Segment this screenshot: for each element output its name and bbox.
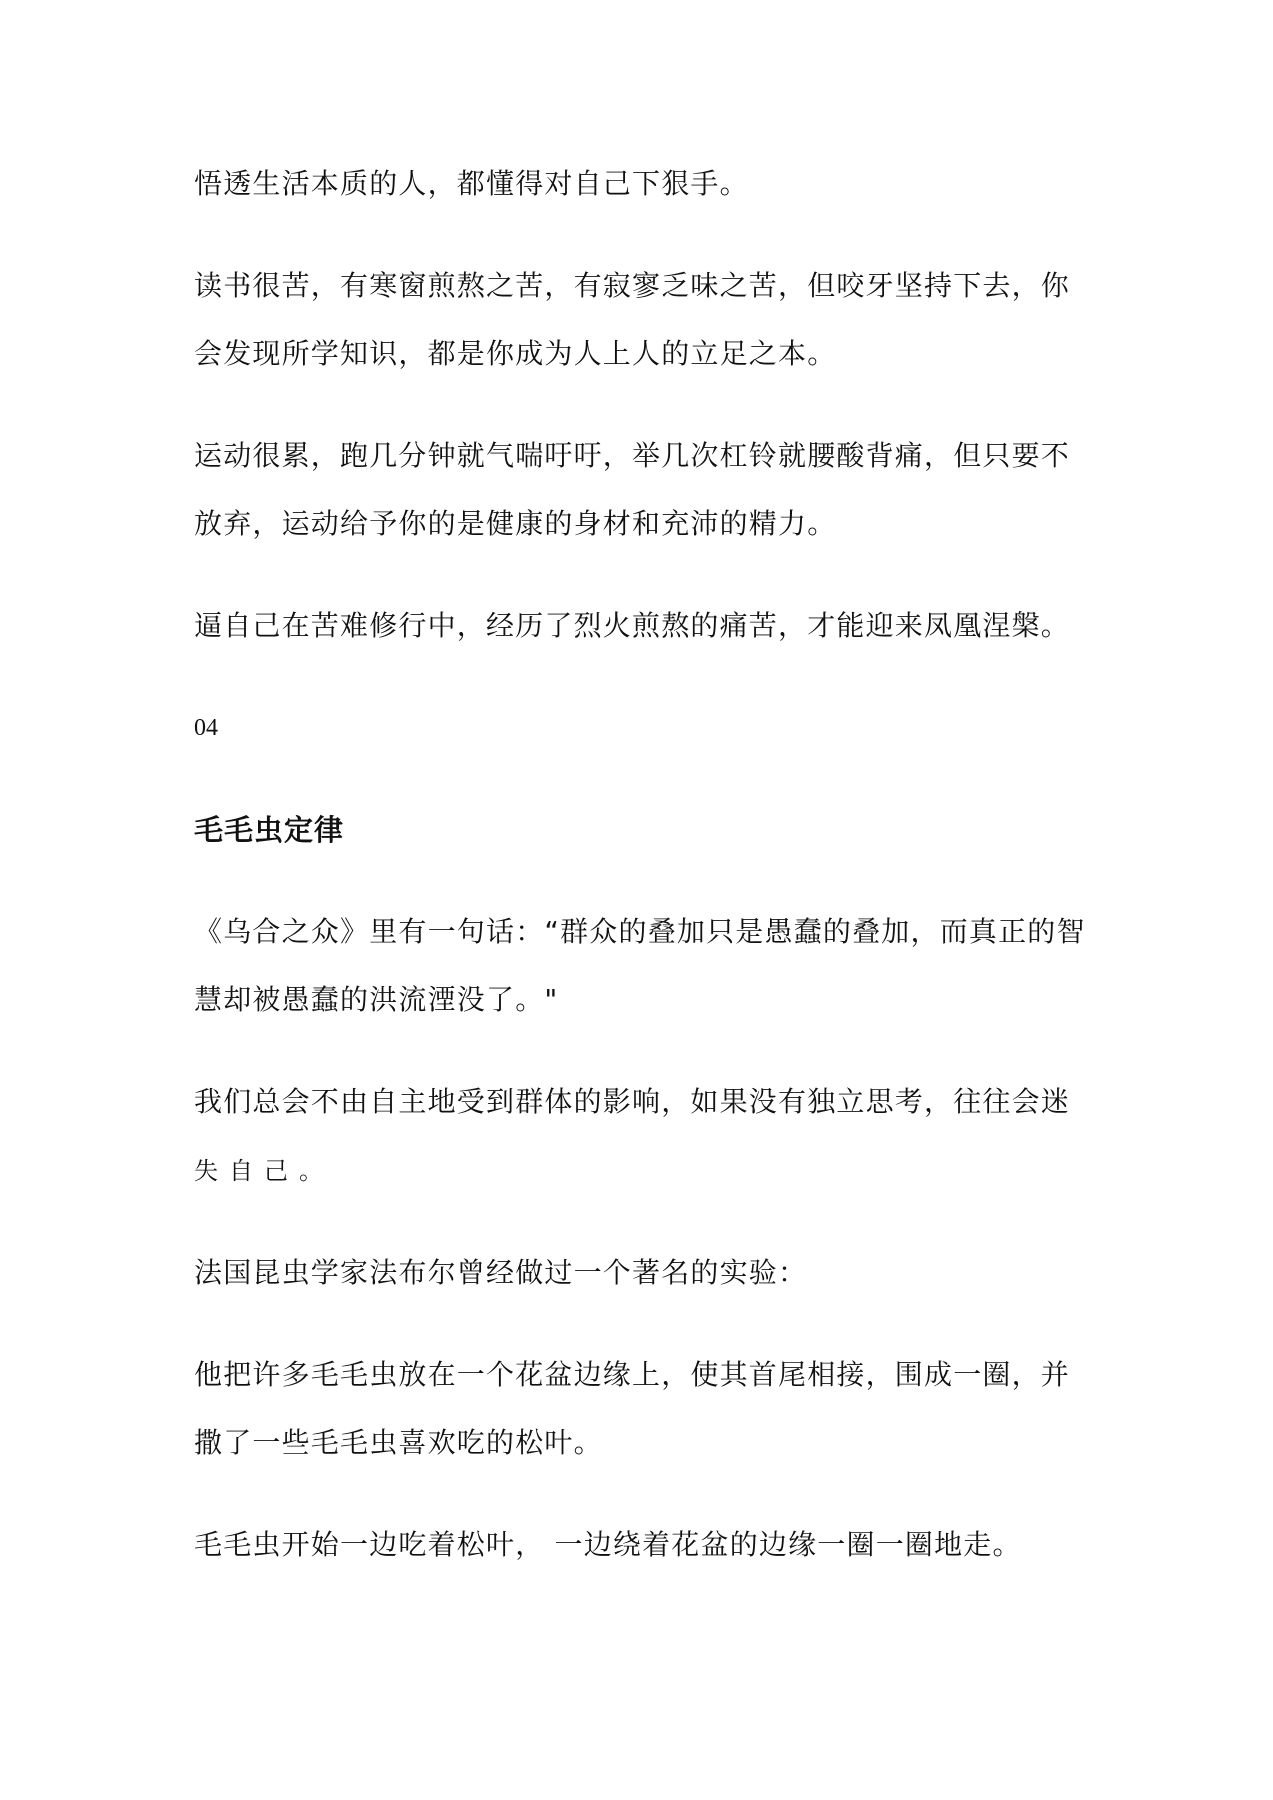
paragraph-gap	[194, 558, 1094, 592]
section-paragraph-2	[194, 1068, 1094, 1205]
paragraph-gap	[194, 218, 1094, 252]
paragraph-gap	[194, 388, 1094, 422]
paragraph-4: 逼自己在苦难修行中，经历了烈火煎熬的痛苦，才能迎来凤凰涅槃。	[194, 609, 1071, 642]
paragraph-3: 运动很累，跑几分钟就气喘吁吁，举几次杠铃就腰酸背痛，但只要不放弃，运动给予你的是健康的身材和充沛的精力。	[194, 439, 1071, 540]
paragraph-2: 读书很苦，有寒窗煎熬之苦，有寂寥乏味之苦，但咬牙坚持下去，你会发现所学知识，都是你成为人上人的立足之本。	[194, 269, 1071, 370]
section-number: 04	[194, 715, 218, 741]
paragraph-gap	[194, 762, 1094, 796]
paragraph-gap	[194, 1477, 1094, 1511]
section-paragraph-3: 法国昆虫学家法布尔曾经做过一个著名的实验：	[194, 1256, 808, 1289]
paragraph-gap	[194, 1307, 1094, 1341]
section-paragraph-1: 《乌合之众》里有一句话：“群众的叠加只是愚蠢的叠加，而真正的智慧却被愚蠢的洪流湮没了。"	[194, 915, 1086, 1016]
paragraph-gap	[194, 660, 1094, 694]
paragraph-1: 悟透生活本质的人，都懂得对自己下狠手。	[194, 167, 749, 200]
paragraph-gap	[194, 1034, 1094, 1068]
section-paragraph-4: 他把许多毛毛虫放在一个花盆边缘上，使其首尾相接，围成一圈，并撒了一些毛毛虫喜欢吃的松叶。	[194, 1358, 1071, 1459]
paragraph-gap	[194, 1205, 1094, 1239]
section-paragraph-2-main: 我们总会不由自主地受到群体的影响，如果没有独立思考，往往会迷	[194, 1085, 1071, 1118]
section-paragraph-2-tail: 失自己。	[194, 1157, 334, 1185]
paragraph-gap	[194, 864, 1094, 898]
section-title: 毛毛虫定律	[194, 813, 345, 847]
document-body	[194, 150, 1094, 1579]
section-paragraph-5: 毛毛虫开始一边吃着松叶， 一边绕着花盆的边缘一圈一圈地走。	[194, 1528, 1022, 1561]
